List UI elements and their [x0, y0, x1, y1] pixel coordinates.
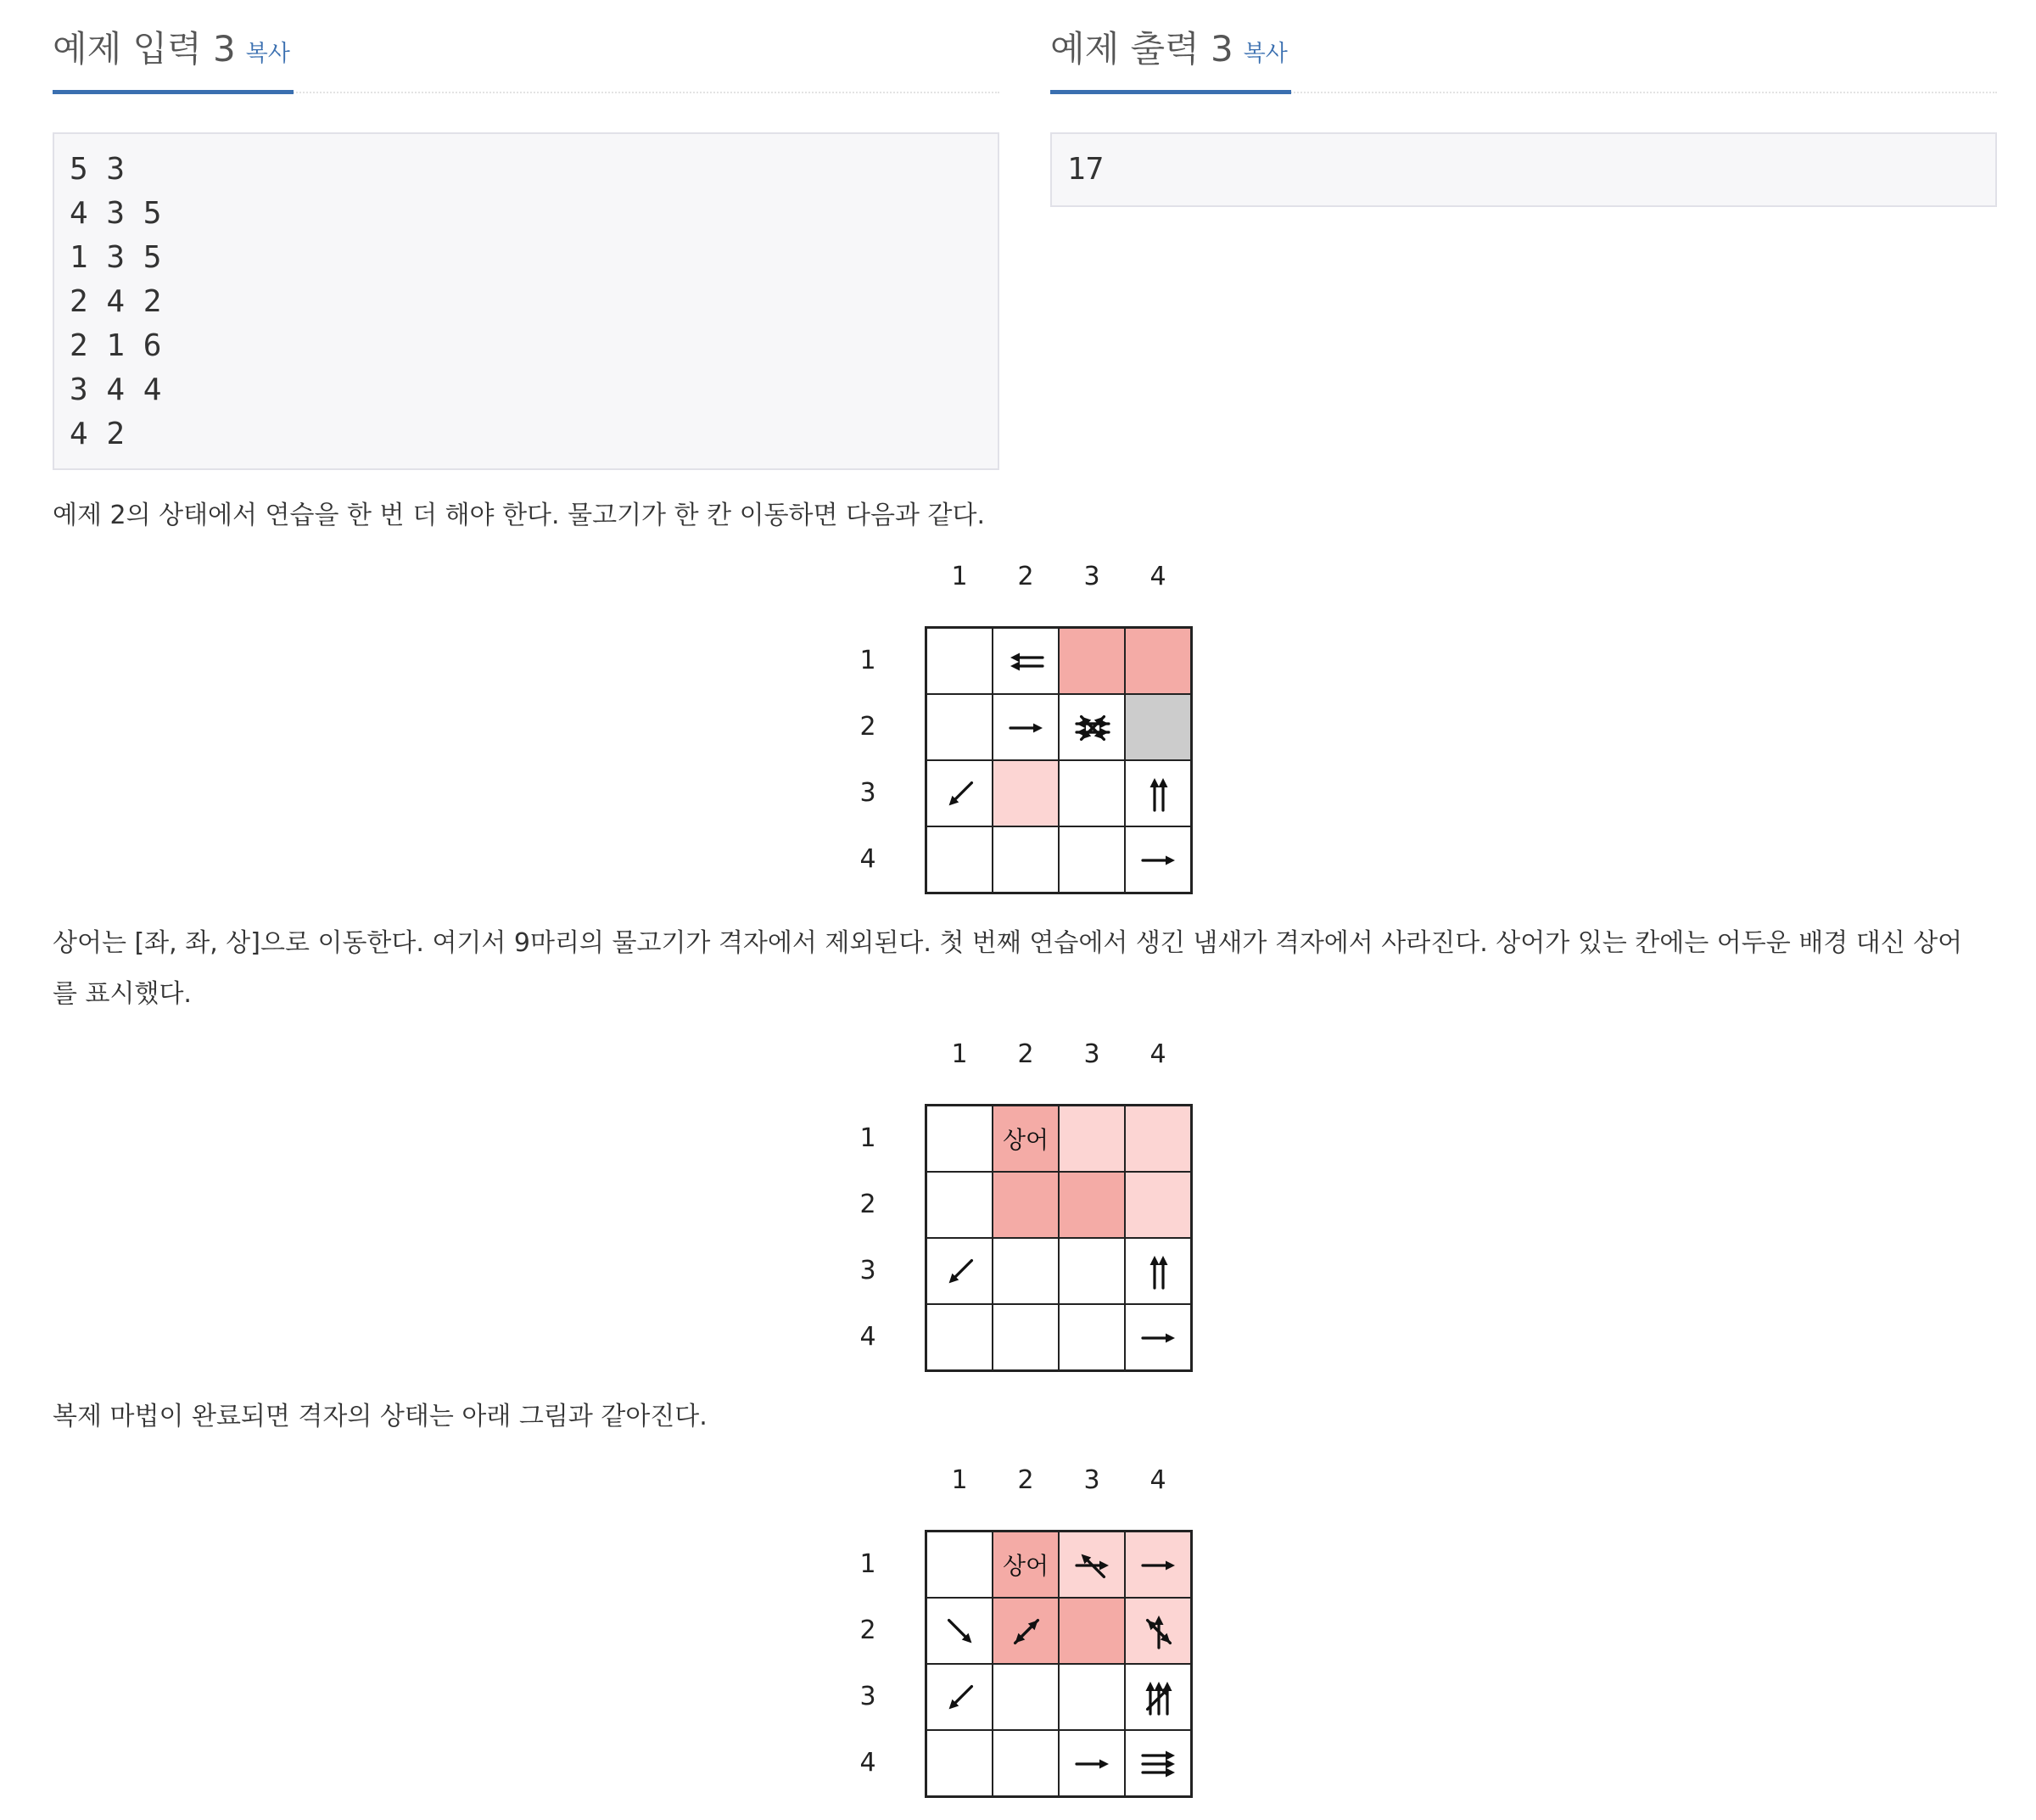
- grid-cell: [926, 694, 993, 760]
- grid-cell: [1125, 694, 1191, 760]
- column-label: 3: [1083, 1465, 1100, 1495]
- paragraph-shark-move: 상어는 [좌, 좌, 상]으로 이동한다. 여기서 9마리의 물고기가 격자에서 제외된다. 첫 번째 연습에서 생긴 냄새가 격자에서 사라진다. 상어가 있는 칸에는 어두운 배경 대신 상어를 표시했다.: [53, 928, 1963, 1009]
- grid-cell: [1125, 826, 1191, 893]
- grid-cell: [993, 1106, 1059, 1172]
- fish-arrows: [993, 629, 1060, 695]
- grid-cell: [926, 1304, 993, 1370]
- grid-board: [925, 1530, 1193, 1798]
- column-label: 2: [1017, 1039, 1034, 1069]
- row-label: 4: [859, 1322, 876, 1352]
- sample-input-box[interactable]: 5 3 4 3 5 1 3 5 2 4 2 2 1 6 3 4 4 4 2: [53, 132, 999, 470]
- arrow-icon: [1077, 1760, 1109, 1769]
- grid-cell: [993, 1532, 1059, 1598]
- grid-cell: [993, 1730, 1059, 1796]
- grid-cell: [1125, 1238, 1191, 1304]
- sample-output-header: [1050, 0, 1997, 93]
- copy-output-link[interactable]: 복사: [1243, 41, 1288, 67]
- sample-input-header: [53, 0, 999, 93]
- grid-cell: [1059, 760, 1125, 826]
- sample-output-title-wrap: [1050, 24, 1291, 94]
- paragraph-copy-magic: 복제 마법이 완료되면 격자의 상태는 아래 그림과 같아진다.: [53, 1402, 708, 1431]
- fish-arrows: [927, 1239, 993, 1305]
- arrow-icon: [1159, 1256, 1168, 1288]
- fish-arrows: [1126, 827, 1192, 893]
- fish-arrows: [1126, 1532, 1192, 1599]
- fish-arrows: [1126, 1239, 1192, 1305]
- figure-grid-1: [840, 560, 1196, 916]
- grid-cell: [926, 1664, 993, 1730]
- arrow-icon: [949, 1687, 972, 1710]
- grid-cell: [993, 1598, 1059, 1664]
- arrow-icon: [1150, 778, 1160, 810]
- grid-cell: [1059, 1106, 1125, 1172]
- paragraph-fish-move: 예제 2의 상태에서 연습을 한 번 더 해야 한다. 물고기가 한 칸 이동하면 다음과 같다.: [53, 501, 986, 530]
- grid-cell: [926, 1532, 993, 1598]
- arrow-icon: [1010, 662, 1043, 671]
- grid-cell: [1125, 1598, 1191, 1664]
- grid-cell: [993, 1664, 1059, 1730]
- row-label: 3: [859, 1682, 876, 1711]
- grid-board: [925, 626, 1193, 894]
- arrow-icon: [1163, 1682, 1172, 1714]
- arrow-icon: [1143, 1561, 1175, 1571]
- fish-arrows: [1126, 761, 1192, 827]
- grid-cell: [1125, 760, 1191, 826]
- fish-arrows: [993, 695, 1060, 761]
- shark-label: 상어: [1002, 1552, 1049, 1580]
- arrow-icon: [1150, 1256, 1160, 1288]
- arrow-icon: [949, 1261, 972, 1284]
- arrow-icon: [1143, 1334, 1175, 1343]
- row-label: 1: [859, 1549, 876, 1579]
- column-label: 1: [951, 1465, 968, 1495]
- copy-input-link[interactable]: 복사: [245, 41, 290, 67]
- fish-arrows: [1126, 1731, 1192, 1797]
- grid-cell: [926, 760, 993, 826]
- grid-board: [925, 1104, 1193, 1372]
- fish-arrows: [993, 1599, 1060, 1665]
- figure-grid-3: [840, 1464, 1196, 1820]
- arrow-icon: [1159, 778, 1168, 810]
- row-label: 4: [859, 1748, 876, 1778]
- grid-cell: [926, 1106, 993, 1172]
- column-label: 4: [1149, 562, 1166, 591]
- grid-cell: [1059, 1304, 1125, 1370]
- grid-cell: [1059, 1238, 1125, 1304]
- column-label: 1: [951, 1039, 968, 1069]
- arrow-icon: [1143, 1768, 1175, 1778]
- row-label: 1: [859, 1123, 876, 1153]
- grid-cell: [993, 1172, 1059, 1238]
- fish-arrows: [927, 761, 993, 827]
- grid-cell: [1059, 694, 1125, 760]
- sample-input-title-wrap: [53, 24, 294, 94]
- fish-arrows: [927, 1599, 993, 1665]
- column-label: 2: [1017, 562, 1034, 591]
- row-label: 2: [859, 1190, 876, 1219]
- grid-cell: [926, 1598, 993, 1664]
- fish-arrows: [1060, 695, 1126, 761]
- sample-input-title: 예제 입력 3: [53, 28, 236, 70]
- grid-cell: [1125, 1664, 1191, 1730]
- arrow-icon: [949, 783, 972, 806]
- grid-cell: [993, 694, 1059, 760]
- grid-cell: [926, 826, 993, 893]
- column-label: 4: [1149, 1039, 1166, 1069]
- grid-cell: [926, 1172, 993, 1238]
- row-label: 1: [859, 646, 876, 675]
- grid-cell: [1125, 628, 1191, 694]
- arrow-icon: [1010, 724, 1043, 733]
- grid-cell: [1125, 1172, 1191, 1238]
- row-label: 2: [859, 1616, 876, 1645]
- figure-grid-2: [840, 1038, 1196, 1394]
- grid-cell: [1125, 1730, 1191, 1796]
- fish-arrows: [1060, 1532, 1126, 1599]
- grid-cell: [1125, 1106, 1191, 1172]
- row-label: 3: [859, 1256, 876, 1285]
- grid-cell: [993, 1238, 1059, 1304]
- grid-cell: [1059, 1664, 1125, 1730]
- fish-arrows: [1060, 1731, 1126, 1797]
- arrow-icon: [1010, 653, 1043, 663]
- fish-arrows: [1126, 1305, 1192, 1371]
- column-label: 3: [1083, 562, 1100, 591]
- fish-arrows: [927, 1665, 993, 1731]
- column-label: 3: [1083, 1039, 1100, 1069]
- grid-cell: [993, 826, 1059, 893]
- row-label: 4: [859, 844, 876, 874]
- grid-cell: [1125, 1304, 1191, 1370]
- column-label: 4: [1149, 1465, 1166, 1495]
- arrow-icon: [949, 1621, 972, 1644]
- grid-cell: [926, 628, 993, 694]
- arrow-icon: [1143, 856, 1175, 865]
- grid-cell: [993, 760, 1059, 826]
- grid-cell: [1059, 826, 1125, 893]
- fish-arrows: [1126, 1665, 1192, 1731]
- row-label: 3: [859, 778, 876, 808]
- arrow-icon: [1015, 1621, 1038, 1644]
- arrow-icon: [1143, 1760, 1175, 1769]
- grid-cell: [1059, 1730, 1125, 1796]
- grid-cell: [926, 1730, 993, 1796]
- grid-cell: [1125, 1532, 1191, 1598]
- grid-cell: [993, 628, 1059, 694]
- grid-cell: [1059, 1532, 1125, 1598]
- shark-label: 상어: [1002, 1126, 1049, 1154]
- sample-output-title: 예제 출력 3: [1050, 28, 1233, 70]
- column-label: 1: [951, 562, 968, 591]
- grid-cell: [1059, 1598, 1125, 1664]
- arrow-icon: [1143, 1751, 1175, 1761]
- column-label: 2: [1017, 1465, 1034, 1495]
- fish-arrows: [1126, 1599, 1192, 1665]
- row-label: 2: [859, 712, 876, 742]
- sample-output-box[interactable]: 17: [1050, 132, 1997, 207]
- grid-cell: [1059, 628, 1125, 694]
- grid-cell: [926, 1238, 993, 1304]
- grid-cell: [1059, 1172, 1125, 1238]
- grid-cell: [993, 1304, 1059, 1370]
